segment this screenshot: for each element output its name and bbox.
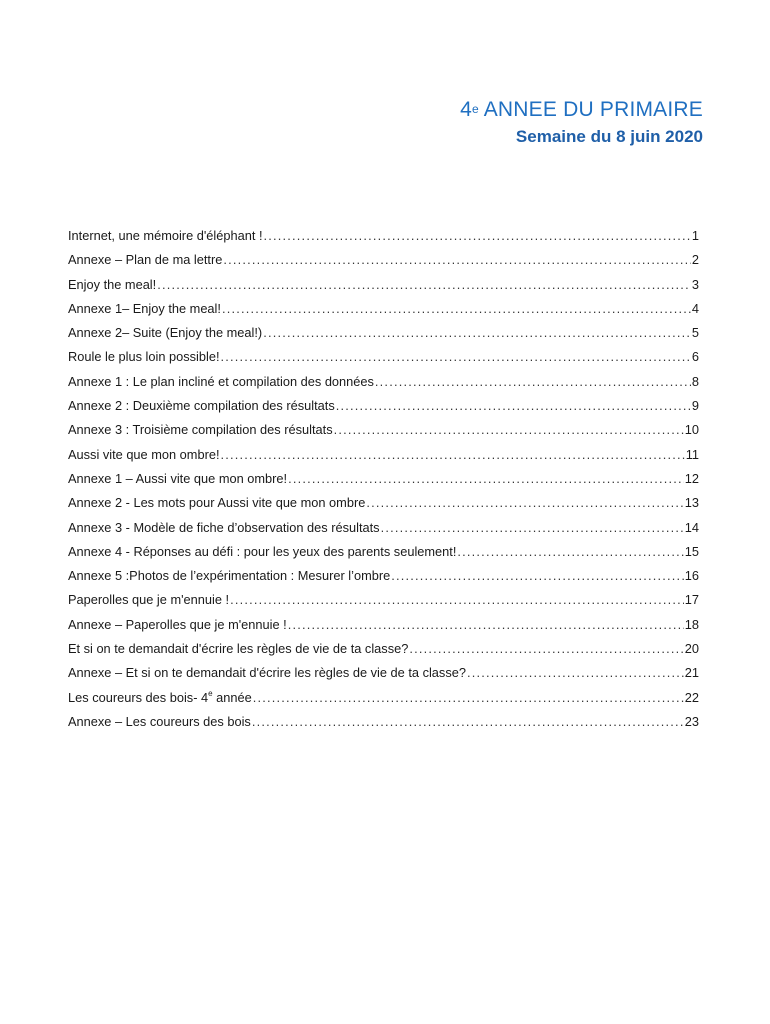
toc-entry-page-number: 13 [684,495,699,511]
toc-dot-leader [221,447,685,462]
toc-entry[interactable] [68,690,699,714]
toc-entry-title-suffix: année [212,689,252,705]
toc-entry-page-number: 12 [684,470,699,486]
toc-entry-title-text: Annexe 1 : Le plan incliné et compilation des données [68,373,374,389]
toc-entry-page-number: 2 [691,252,699,268]
toc-entry-title [68,447,220,462]
toc-entry-title [68,252,222,267]
toc-dot-leader [375,374,691,389]
toc-entry[interactable] [68,422,699,446]
document-header [460,96,703,148]
toc-entry[interactable] [68,665,699,689]
toc-dot-leader [252,714,684,729]
toc-entry[interactable] [68,252,699,276]
toc-entry-title [68,277,156,292]
toc-entry-title-text: Annexe – Les coureurs des bois [68,713,251,729]
toc-entry-title-text: Internet, une mémoire d'éléphant ! [68,228,263,243]
toc-entry[interactable] [68,447,699,471]
toc-entry-page-number: 15 [684,543,699,559]
toc-entry[interactable] [68,349,699,373]
toc-dot-leader [336,398,691,413]
toc-entry[interactable] [68,398,699,422]
toc-dot-leader [253,690,684,705]
toc-entry-title-text: Paperolles que je m'ennuie ! [68,592,230,608]
toc-entry-title-text: Aussi vite que mon ombre! [68,446,220,462]
toc-entry-title [68,374,374,389]
toc-entry[interactable] [68,568,699,592]
grade-number: 4 [460,98,472,121]
toc-entry-title [68,349,220,364]
toc-entry-page-number: 3 [691,276,699,292]
toc-entry-title [68,228,263,243]
toc-entry[interactable] [68,301,699,325]
toc-entry-page-number: 18 [684,616,699,632]
toc-dot-leader [391,568,684,583]
toc-entry-title-text: Les coureurs des bois- 4 [68,689,209,705]
toc-dot-leader [222,301,691,316]
toc-entry-page-number: 8 [691,373,699,389]
toc-entry[interactable] [68,471,699,495]
table-of-contents [68,228,699,738]
grade-title-rest: ANNEE DU PRIMAIRE [478,98,703,121]
toc-entry-title-text: Roule le plus loin possible! [68,349,220,365]
toc-entry[interactable] [68,520,699,544]
toc-entry-page-number: 10 [684,422,699,438]
toc-entry-page-number: 23 [684,713,699,729]
toc-dot-leader [409,641,683,656]
toc-entry-title-text: Annexe 2– Suite (Enjoy the meal!) [68,325,263,341]
toc-dot-leader [334,422,684,437]
toc-entry-title-text: Annexe 2 - Les mots pour Aussi vite que mon ombre [68,495,366,511]
toc-entry-title [68,422,333,437]
toc-entry-title-superscript: e [208,688,213,698]
toc-entry[interactable] [68,325,699,349]
week-subtitle: Semaine du 8 juin 2020 [515,127,703,146]
toc-entry-title-text: Annexe 1 – Aussi vite que mon ombre! [68,470,288,486]
grade-title [460,96,703,124]
toc-entry[interactable] [68,714,699,738]
toc-entry-page-number: 17 [684,592,699,608]
toc-entry-page-number: 16 [684,568,699,584]
toc-entry[interactable] [68,641,699,665]
toc-entry-title-text: Annexe – Plan de ma lettre [68,252,223,268]
toc-dot-leader [288,617,684,632]
toc-entry-title-text: Annexe – Et si on te demandait d'écrire les règles de vie de ta classe? [68,665,466,681]
toc-entry-page-number: 5 [691,325,699,341]
toc-entry-page-number: 22 [684,689,699,705]
toc-dot-leader [264,228,691,243]
toc-entry-title-text: Annexe – Paperolles que je m'ennuie ! [68,616,287,632]
toc-entry-title [68,398,335,413]
toc-entry[interactable] [68,592,699,616]
toc-entry-title-text: Annexe 2 : Deuxième compilation des résultats [68,398,335,414]
toc-dot-leader [157,277,691,292]
toc-entry-title [68,325,262,340]
toc-entry-title [68,665,466,680]
toc-dot-leader [288,471,684,486]
toc-entry-title [68,520,380,535]
toc-dot-leader [263,325,691,340]
toc-entry-title-text: Annexe 3 : Troisième compilation des résultats [68,422,333,438]
toc-entry[interactable] [68,495,699,519]
toc-entry-page-number: 11 [685,446,699,462]
toc-entry-title-text: Et si on te demandait d'écrire les règles de vie de ta classe? [68,641,409,657]
toc-entry-page-number: 14 [684,519,699,535]
toc-entry-page-number: 20 [684,641,699,657]
toc-dot-leader [230,592,684,607]
toc-entry-title [68,592,229,607]
toc-dot-leader [381,520,684,535]
toc-entry-title [68,617,287,632]
toc-dot-leader [221,349,691,364]
toc-entry-title-text: Annexe 4 - Réponses au défi : pour les yeux des parents seulement! [68,543,457,559]
toc-entry[interactable] [68,228,699,252]
toc-entry-title-text: Annexe 3 - Modèle de fiche d’observation des résultats [68,519,380,535]
toc-entry-title [68,301,221,316]
toc-entry-page-number: 6 [691,349,699,365]
toc-entry-title-text: Enjoy the meal! [68,276,157,292]
toc-entry-title [68,544,456,559]
toc-dot-leader [366,495,683,510]
toc-entry-page-number: 21 [684,665,699,681]
toc-entry-title [68,471,287,486]
toc-entry-page-number: 4 [691,300,699,316]
toc-entry[interactable] [68,374,699,398]
toc-entry-title [68,568,390,583]
toc-entry-title [68,690,252,705]
toc-dot-leader [467,665,684,680]
toc-entry-title-text: Annexe 1– Enjoy the meal! [68,300,221,316]
toc-dot-leader [223,252,691,267]
toc-entry-title [68,495,365,510]
toc-entry[interactable] [68,617,699,641]
toc-entry[interactable] [68,277,699,301]
grade-superscript: e [471,102,479,116]
toc-entry-title [68,714,251,729]
toc-entry-title [68,641,408,656]
toc-entry[interactable] [68,544,699,568]
toc-dot-leader [457,544,683,559]
toc-entry-page-number: 9 [691,398,699,414]
toc-entry-page-number: 1 [691,228,699,243]
toc-entry-title-text: Annexe 5 :Photos de l’expérimentation : Mesurer l’ombre [68,568,391,584]
